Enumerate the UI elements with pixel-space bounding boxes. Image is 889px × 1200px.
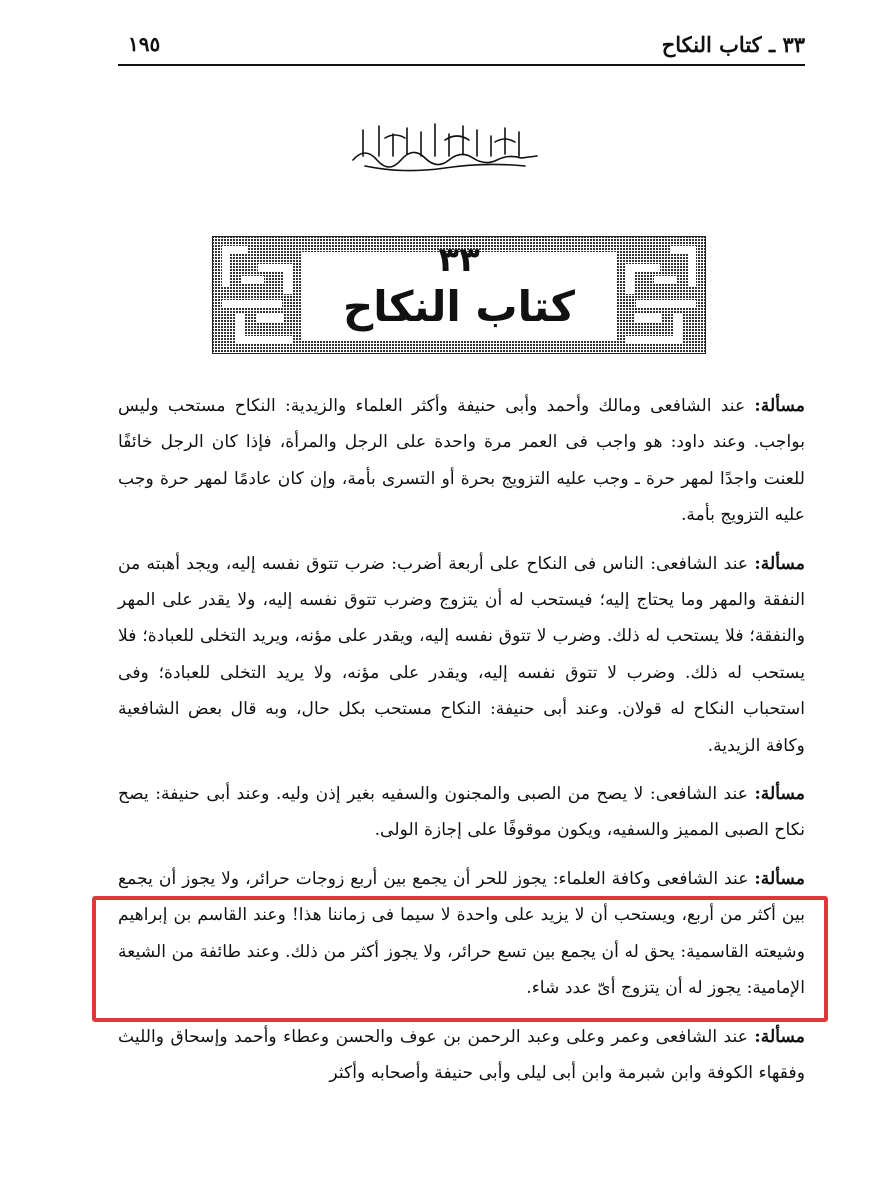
paragraph-label: مسألة: <box>754 868 805 889</box>
paragraph-text: عند الشافعى: لا يصح من الصبى والمجنون والسفيه بغير إذن وليه. وعند أبى حنيفة: يصح نكاح الصبى المميز والسفيه، ويكون موقوفًا على إجازة الولى. <box>118 784 805 841</box>
paragraph-label: مسألة: <box>754 553 805 574</box>
chapter-number: ٣٣ <box>438 240 480 280</box>
paragraph-label: مسألة: <box>754 396 805 416</box>
paragraph-label: مسألة: <box>754 1026 805 1047</box>
paragraph-label: مسألة: <box>754 784 806 805</box>
paragraph-text: عند الشافعى وكافة العلماء: يجوز للحر أن يجمع بين أربع زوجات حرائر، ولا يجوز أن يجمع بين أكثر من أربع، ويستحب أن لا يزيد على واحدة لا سيما فى زماننا هذا! وعند القاسم بن إبراهيم وشيعته القاسمية: يحق له أن يجمع بين تسع حرائر، ولا يجوز أكثر من ذلك. وعند طائفة من الشيعة الإمامية: يجوز له أن يتزوج أىّ عدد شاء. <box>118 868 805 999</box>
paragraph <box>118 388 805 534</box>
paragraph-text: عند الشافعى وعمر وعلى وعبد الرحمن بن عوف والحسن وعطاء وأحمد وإسحاق والليث وفقهاء الكوفة وابن شبرمة وابن أبى ليلى وأبى حنيفة وأصحابه وأكثر <box>118 1026 805 1083</box>
paragraph <box>118 861 805 1007</box>
chapter-reference: ٣٣ ـ كتاب النكاح <box>661 32 805 57</box>
paragraph-text: عند الشافعى ومالك وأحمد وأبى حنيفة وأكثر العلماء والزيدية: النكاح مستحب وليس بواجب. وعند داود: هو واجب فى العمر مرة واحدة على الرجل والمرأة، فإذا كان الرجل خائفًا للعنت واجدًا لمهر حرة ـ وجب عليه التزويج بحرة أو التسرى بأمة، وإن كان عادمًا لمهر حرة وجب عليه التزويج بأمة. <box>118 396 805 526</box>
paragraph-text: عند الشافعى: الناس فى النكاح على أربعة أضرب: ضرب تتوق نفسه إليه، ويجد أهبته من النفقة والمهر وما يحتاج إليه؛ فيستحب له أن يتزوج وضرب تتوق نفسه إليه، ولا يقدر على المهر والنفقة؛ فلا يستحب له ذلك. وضرب لا تتوق نفسه إليه، ويقدر على مؤنه، ويريد التخلى للعبادة؛ فلا يستحب له ذلك. وضرب لا تتوق نفسه إليه، ويقدر على مؤنه، ولا يريد التخلى للعبادة؛ وفى استحباب النكاح له قولان. وعند أبى حنيفة: النكاح مستحب بكل حال، وبه قال بعض الشافعية وكافة الزيدية. <box>118 553 805 756</box>
paragraph <box>118 776 805 849</box>
paragraph <box>118 546 805 764</box>
paragraph <box>118 1019 805 1092</box>
chapter-heading-frame <box>212 236 706 354</box>
basmala-icon <box>345 116 545 176</box>
basmala-calligraphy <box>0 116 889 176</box>
page-header <box>118 28 805 66</box>
chapter-title: كتاب النكاح <box>343 282 575 331</box>
page-number: ١٩٥ <box>128 32 161 56</box>
page-body <box>118 388 805 1103</box>
